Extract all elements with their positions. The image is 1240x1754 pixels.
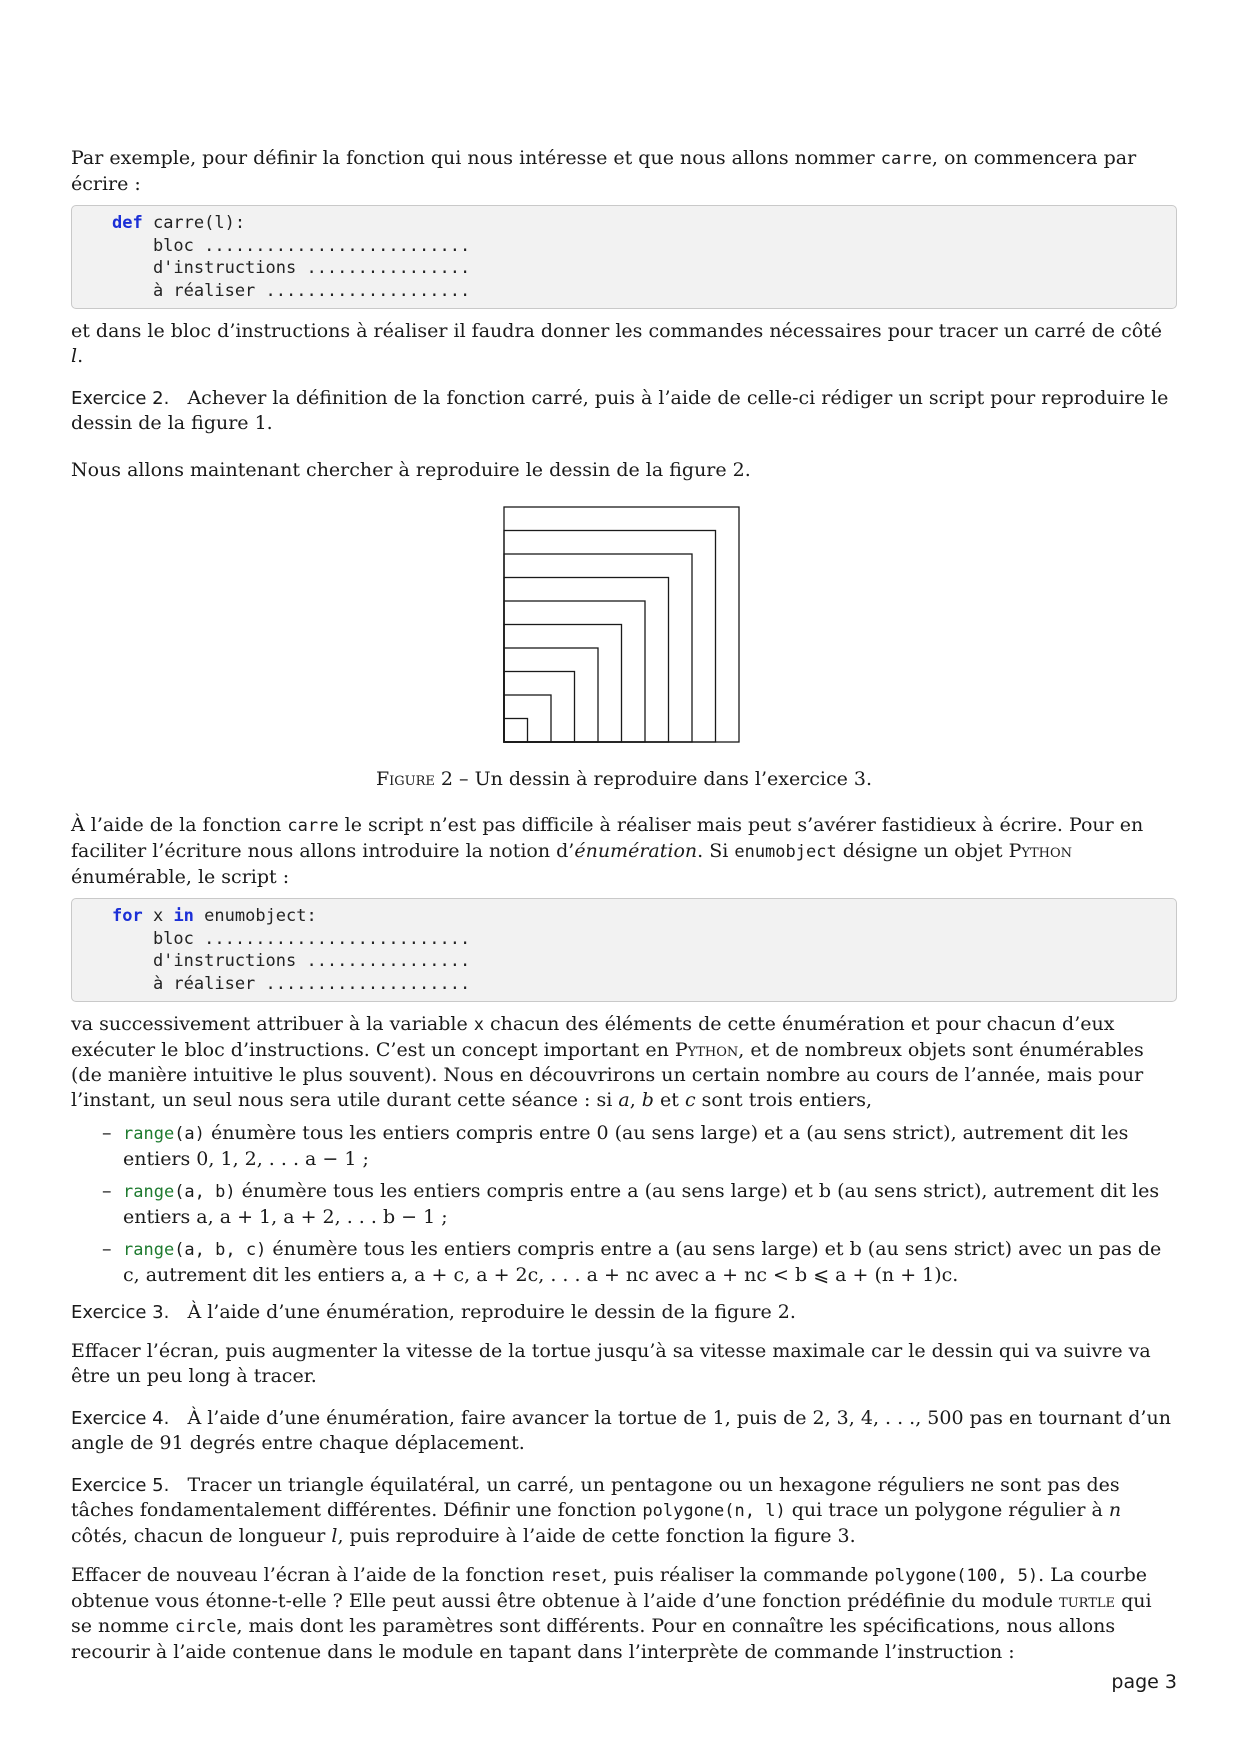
paragraph-text: . La courbe obtenue vous étonne-t-elle ? Elle peut aussi être obtenue à l’aide d’une fonction prédéfinie du module bbox=[71, 1564, 1148, 1612]
math-var: b bbox=[641, 1089, 654, 1111]
exercise-label: Exercice 2. bbox=[71, 388, 170, 409]
page-content bbox=[71, 146, 1177, 1665]
square-7 bbox=[504, 578, 669, 743]
figure-caption bbox=[71, 767, 1177, 792]
math-var: l bbox=[71, 345, 78, 367]
range-function: range bbox=[123, 1182, 175, 1202]
exercise-text: , puis reproduire à l’aide de cette fonction la figure 3. bbox=[337, 1525, 856, 1547]
square-9 bbox=[504, 531, 716, 743]
code-block-def bbox=[71, 205, 1177, 309]
paragraph-text: . bbox=[77, 345, 84, 367]
range-list bbox=[71, 1121, 1177, 1288]
exercise-text: côtés, chacun de longueur bbox=[71, 1525, 332, 1547]
math-var: n bbox=[1108, 1499, 1122, 1521]
figure-intro: Nous allons maintenant chercher à reproduire le dessin de la figure 2. bbox=[71, 459, 751, 481]
caption-label: Figure bbox=[375, 768, 435, 790]
intro-text-end: , on commencera par écrire : bbox=[71, 147, 1137, 195]
list-item-text: énumère tous les entiers compris entre a (au sens large) et b (au sens strict), autrement dit les entiers a, a + 1, a + 2, . . . b − 1 ; bbox=[123, 1180, 1160, 1228]
inline-code-carre: carre bbox=[287, 816, 339, 836]
paragraph-text: va successivement attribuer à la variable bbox=[71, 1013, 474, 1035]
clear-screen-paragraph: Effacer l’écran, puis augmenter la vitesse de la tortue jusqu’à sa vitesse maximale car le dessin qui va suivre va être un peu long à tracer. bbox=[71, 1340, 1151, 1387]
square-3 bbox=[504, 672, 575, 743]
square-5 bbox=[504, 625, 622, 743]
code-line: à réaliser .................... bbox=[112, 973, 471, 994]
paragraph-text: qui se nomme bbox=[71, 1590, 1152, 1637]
exercise-text: Achever la définition de la fonction carré, puis à l’aide de celle-ci rédiger un script pour reproduire le dessin de la figure 1. bbox=[71, 387, 1169, 434]
list-item bbox=[71, 1237, 1177, 1288]
python-name: Python bbox=[674, 1039, 739, 1061]
exercise-label: Exercice 3. bbox=[71, 1302, 170, 1323]
paragraph-text: Effacer de nouveau l’écran à l’aide de la fonction bbox=[71, 1564, 551, 1586]
paragraph-text: désigne un objet bbox=[836, 840, 1009, 862]
inline-code-circle: circle bbox=[175, 1617, 237, 1637]
code-line: enumobject: bbox=[193, 906, 317, 926]
dash-bullet: – bbox=[102, 1180, 112, 1202]
range-function: range bbox=[123, 1240, 175, 1260]
intro-text: Par exemple, pour définir la fonction qui nous intéresse et que nous allons nommer bbox=[71, 147, 881, 169]
enumeration-paragraph bbox=[71, 813, 1177, 890]
exercise-label: Exercice 4. bbox=[71, 1408, 170, 1429]
list-item-text: énumère tous les entiers compris entre 0 (au sens large) et a (au sens strict), autrement dit les entiers 0, 1, 2, . . . a − 1 ; bbox=[123, 1122, 1129, 1170]
list-item bbox=[71, 1121, 1177, 1172]
code-line: carre(l): bbox=[142, 213, 246, 233]
range-args: (a, b) bbox=[174, 1182, 236, 1202]
math-var: c bbox=[684, 1089, 696, 1111]
paragraph-text: , bbox=[629, 1089, 642, 1111]
exercise-5 bbox=[71, 1473, 1177, 1549]
math-var: a bbox=[618, 1089, 630, 1111]
paragraph-text: . Si bbox=[697, 840, 735, 862]
exercise-2 bbox=[71, 386, 1177, 436]
italic-term: énumération bbox=[574, 840, 698, 862]
exercise-text: Tracer un triangle équilatéral, un carré, un pentagone ou un hexagone réguliers ne sont pas des tâches fondamentalement différentes. Définir une fonction bbox=[71, 1474, 1120, 1521]
dash-bullet: – bbox=[102, 1238, 112, 1260]
exercise-text: À l’aide d’une énumération, reproduire le dessin de la figure 2. bbox=[187, 1301, 796, 1323]
inline-code-polygone-cmd: polygone(100, 5) bbox=[874, 1566, 1039, 1586]
caption-text: 2 – Un dessin à reproduire dans l’exercice 3. bbox=[440, 768, 873, 790]
exercise-text: À l’aide d’une énumération, faire avancer la tortue de 1, puis de 2, 3, 4, . . ., 500 pas en tournant d’un angle de 91 degrés entre chaque déplacement. bbox=[71, 1407, 1171, 1454]
after-code2-paragraph bbox=[71, 1012, 1177, 1113]
nested-squares-drawing bbox=[71, 505, 1177, 745]
code-line: d'instructions ................ bbox=[112, 951, 471, 971]
range-function: range bbox=[123, 1124, 175, 1144]
list-item bbox=[71, 1179, 1177, 1230]
last-paragraph bbox=[71, 1563, 1177, 1665]
python-name: Python bbox=[1008, 840, 1073, 862]
keyword-for: for bbox=[112, 906, 143, 926]
inline-code-polygone: polygone(n, l) bbox=[642, 1501, 786, 1521]
inline-code-enumobject: enumobject bbox=[734, 842, 837, 862]
inline-code-x: x bbox=[473, 1015, 484, 1035]
list-item-text: énumère tous les entiers compris entre a (au sens large) et b (au sens strict) avec un pas de c, autrement dit les entiers a, a + c, a + 2c, . . . a + nc avec a + nc < b ⩽ a + (n + 1)c. bbox=[123, 1238, 1162, 1286]
paragraph-text: À l’aide de la fonction bbox=[71, 814, 288, 836]
inline-code-reset: reset bbox=[550, 1566, 602, 1586]
after-code1-paragraph bbox=[71, 319, 1177, 369]
range-args: (a) bbox=[174, 1124, 205, 1144]
paragraph-text: sont trois entiers, bbox=[695, 1089, 873, 1111]
page-number: page 3 bbox=[1111, 1671, 1177, 1693]
keyword-def: def bbox=[112, 213, 143, 233]
intro-paragraph bbox=[71, 146, 1177, 197]
paragraph-text: , mais dont les paramètres sont différents. Pour en connaître les spécifications, nous allons recourir à l’aide contenue dans le module en tapant dans l’interprète de commande l’instruction : bbox=[71, 1615, 1116, 1663]
exercise-4 bbox=[71, 1406, 1177, 1456]
paragraph-text: et dans le bloc d’instructions à réaliser il faudra donner les commandes nécessaires pour tracer un carré de côté bbox=[71, 320, 1163, 342]
code-line: d'instructions ................ bbox=[112, 258, 471, 278]
range-args: (a, b, c) bbox=[174, 1240, 267, 1260]
paragraph-text: chacun des éléments de cette énumération et pour chacun d’eux exécuter le bloc d’instructions. C’est un concept important en bbox=[71, 1013, 1115, 1061]
code-line: bloc .......................... bbox=[112, 928, 471, 949]
exercise-text: qui trace un polygone régulier à bbox=[785, 1499, 1109, 1521]
code-line: à réaliser .................... bbox=[112, 280, 471, 301]
dash-bullet: – bbox=[102, 1122, 112, 1144]
keyword-in: in bbox=[173, 906, 194, 926]
figure-2 bbox=[71, 505, 1177, 745]
inline-code-carre: carre bbox=[880, 149, 932, 169]
paragraph-text: et bbox=[653, 1089, 685, 1111]
turtle-module-name: turtle bbox=[1059, 1590, 1116, 1612]
paragraph-text: énumérable, le script : bbox=[71, 866, 290, 888]
code-block-for bbox=[71, 898, 1177, 1002]
code-line: x bbox=[142, 906, 174, 926]
exercise-label: Exercice 5. bbox=[71, 1475, 170, 1496]
paragraph-text: , et de nombreux objets sont énumérables (de manière intuitive le plus souvent). Nous en découvrirons un certain nombre au cours de l’année, mais pour l’instant, un seul nous sera utile durant cette séance : si bbox=[71, 1039, 1144, 1111]
exercise-3 bbox=[71, 1300, 1177, 1325]
paragraph-text: le script n’est pas difficile à réaliser mais peut s’avérer fastidieux à écrire. Pour en faciliter l’écriture nous allons introduire la notion d’ bbox=[71, 814, 1144, 862]
square-1 bbox=[504, 719, 528, 743]
paragraph-text: , puis réaliser la commande bbox=[601, 1564, 875, 1586]
math-var: l bbox=[331, 1525, 338, 1547]
code-line: bloc .......................... bbox=[112, 235, 471, 256]
